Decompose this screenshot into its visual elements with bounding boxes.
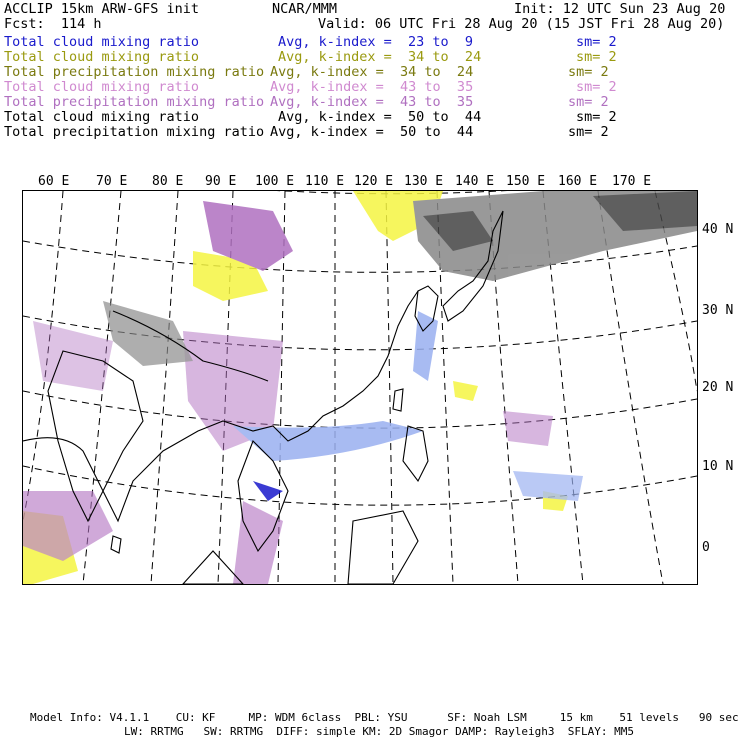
legend-field-6: Total precipitation mixing ratio — [4, 124, 265, 140]
lat-label-40n: 40 N — [702, 222, 734, 237]
legend-sm-5: sm= 2 — [576, 109, 617, 125]
legend-field-3: Total cloud mixing ratio — [4, 79, 200, 95]
lon-label-60e: 60 E — [38, 174, 70, 189]
lon-label-140e: 140 E — [455, 174, 495, 189]
legend-avg-3: Avg, k-index = 43 to 35 — [270, 79, 474, 95]
purple-cloud-west — [33, 321, 113, 391]
yellow-cloud-pacific — [453, 381, 478, 401]
legend-avg-5: Avg, k-index = 50 to 44 — [278, 109, 482, 125]
legend-avg-2: Avg, k-index = 34 to 24 — [270, 64, 474, 80]
lon-label-90e: 90 E — [205, 174, 237, 189]
legend-sm-3: sm= 2 — [576, 79, 617, 95]
model-title: ACCLIP 15km ARW-GFS init — [4, 1, 200, 17]
legend-field-1: Total cloud mixing ratio — [4, 49, 200, 65]
legend-field-5: Total cloud mixing ratio — [4, 109, 200, 125]
legend-avg-1: Avg, k-index = 34 to 24 — [278, 49, 482, 65]
legend-field-4: Total precipitation mixing ratio — [4, 94, 265, 110]
lon-label-150e: 150 E — [506, 174, 546, 189]
coast-sri-lanka — [111, 536, 121, 553]
parallel-10n — [23, 391, 697, 428]
lat-label-30n: 30 N — [702, 303, 734, 318]
legend-avg-6: Avg, k-index = 50 to 44 — [270, 124, 474, 140]
coast-philippines — [403, 426, 428, 481]
legend-field-2: Total precipitation mixing ratio — [4, 64, 265, 80]
valid-time: Valid: 06 UTC Fri 28 Aug 20 (15 JST Fri 28 Aug 20) — [318, 16, 725, 32]
meridian-120e — [386, 191, 393, 584]
blue-cloud-pacific — [513, 471, 583, 501]
organization: NCAR/MMM — [272, 1, 338, 17]
legend-field-0: Total cloud mixing ratio — [4, 34, 200, 50]
purple-cloud-southwest — [23, 491, 113, 561]
gray-cloud-himalaya — [103, 301, 193, 366]
lat-label-20n: 20 N — [702, 380, 734, 395]
legend-sm-0: sm= 2 — [576, 34, 617, 50]
lon-label-130e: 130 E — [404, 174, 444, 189]
lon-label-170e: 170 E — [612, 174, 652, 189]
purple-cloud-indochina — [233, 501, 283, 584]
legend-sm-4: sm= 2 — [568, 94, 609, 110]
purple-cloud-pacific — [503, 411, 553, 446]
blue-band-japan — [413, 311, 438, 381]
legend-sm-6: sm= 2 — [568, 124, 609, 140]
legend-sm-2: sm= 2 — [568, 64, 609, 80]
lon-label-80e: 80 E — [152, 174, 184, 189]
map-panel — [22, 190, 698, 585]
cloud-fields — [23, 191, 697, 584]
meridian-80e — [151, 191, 178, 584]
lon-label-110e: 110 E — [305, 174, 345, 189]
coast-borneo — [348, 511, 418, 584]
lon-label-160e: 160 E — [558, 174, 598, 189]
lat-label-0: 0 — [702, 540, 710, 555]
forecast-hour: Fcst: 114 h — [4, 16, 102, 32]
footer-model-info: Model Info: V4.1.1 CU: KF MP: WDM 6class PBL: YSU SF: Noah LSM 15 km 51 levels 90 sec — [30, 711, 739, 724]
deep-blue-core — [253, 481, 283, 501]
lon-label-120e: 120 E — [354, 174, 394, 189]
parallel-0 — [23, 466, 697, 505]
legend-avg-4: Avg, k-index = 43 to 35 — [270, 94, 474, 110]
legend-avg-0: Avg, k-index = 23 to 9 — [278, 34, 474, 50]
legend-sm-1: sm= 2 — [576, 49, 617, 65]
init-time: Init: 12 UTC Sun 23 Aug 20 — [514, 1, 726, 17]
lat-label-10n: 10 N — [702, 459, 734, 474]
footer-physics-info: LW: RRTMG SW: RRTMG DIFF: simple KM: 2D Smagor DAMP: Rayleigh3 SFLAY: MM5 — [124, 725, 634, 738]
lon-label-100e: 100 E — [255, 174, 295, 189]
coast-taiwan — [393, 389, 403, 411]
forecast-map — [23, 191, 697, 584]
lon-label-70e: 70 E — [96, 174, 128, 189]
